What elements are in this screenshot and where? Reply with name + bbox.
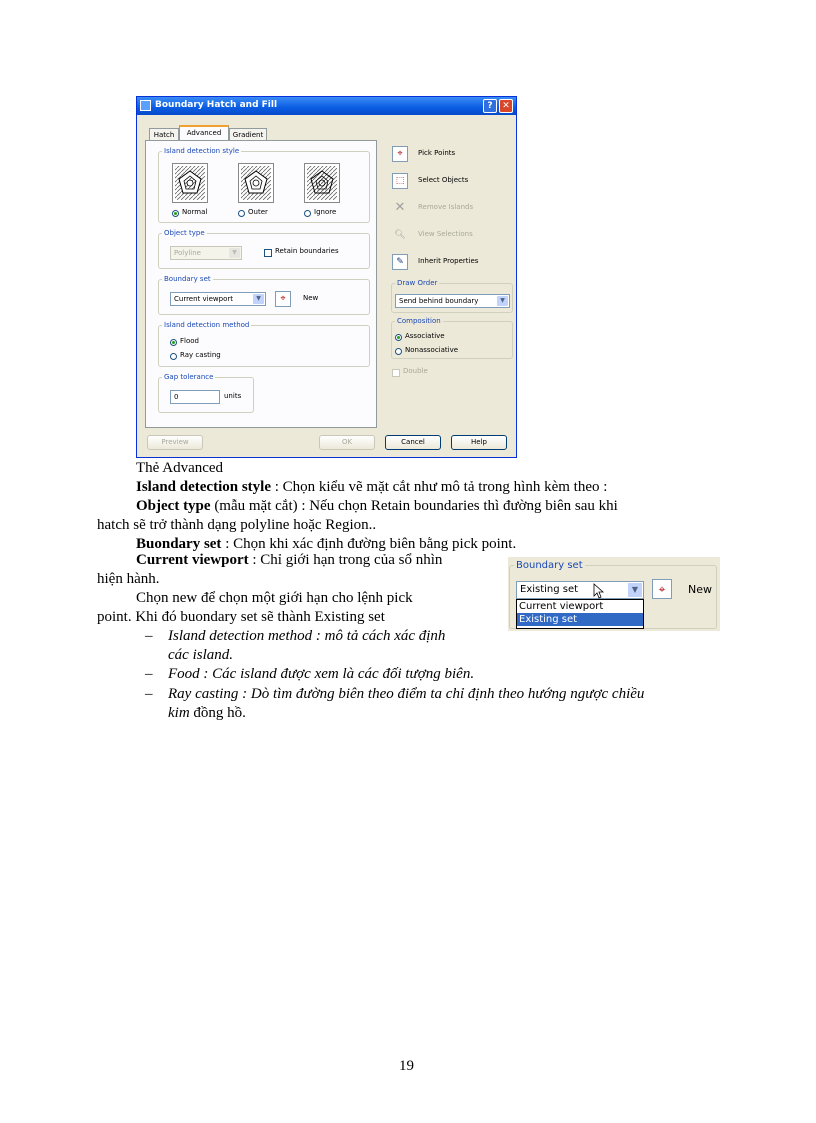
boundary-set-inset	[508, 557, 720, 631]
bullet-island-method-cont: các island.	[168, 647, 233, 663]
ignore-style-preview	[304, 163, 340, 203]
nonassociative-label: Nonassociative	[405, 346, 459, 354]
cursor-icon	[593, 583, 605, 599]
bullet-ray-casting-cont	[168, 704, 246, 723]
term: Object type	[136, 498, 211, 514]
dialog-title: Boundary Hatch and Fill	[155, 100, 278, 110]
flood-label: Flood	[180, 337, 199, 345]
retain-boundaries-checkbox[interactable]	[264, 249, 272, 257]
boundary-set-value: Current viewport	[174, 295, 233, 303]
tab-gradient[interactable]: Gradient	[229, 128, 267, 141]
normal-radio[interactable]	[172, 210, 179, 217]
help-title-button[interactable]: ?	[483, 99, 497, 113]
group-legend: Island detection method	[164, 321, 250, 329]
preview-button: Preview	[147, 435, 203, 450]
bullet-flood: Food : Các island được xem là các đối tượng biên.	[168, 666, 475, 682]
boundary-hatch-dialog	[136, 96, 517, 458]
remove-islands-button: Remove Islands	[418, 203, 474, 211]
group-legend: Gap tolerance	[164, 373, 214, 381]
ignore-radio[interactable]	[304, 210, 311, 217]
chevron-down-icon[interactable]: ▼	[253, 294, 264, 304]
outer-radio[interactable]	[238, 210, 245, 217]
object-type-value: Polyline	[174, 249, 201, 257]
chevron-down-icon: ▼	[229, 248, 240, 258]
ray-casting-label: Ray casting	[180, 351, 221, 359]
object-type-combo	[170, 246, 242, 260]
term: Current viewport	[136, 552, 249, 568]
list-item[interactable]: Existing set	[517, 613, 643, 626]
view-selections-button: View Selections	[418, 230, 473, 238]
ray-casting-radio[interactable]	[170, 353, 177, 360]
inset-boundary-combo[interactable]	[516, 581, 644, 599]
outer-label: Outer	[248, 208, 268, 216]
inherit-properties-button[interactable]: Inherit Properties	[418, 257, 479, 265]
term: Buondary set	[136, 536, 222, 552]
paragraph-object-type	[136, 497, 618, 516]
flood-radio[interactable]	[170, 339, 177, 346]
new-boundary-set-button[interactable]	[275, 291, 291, 307]
bullet-dash: –	[145, 628, 153, 644]
paragraph-new-cont: point. Khi đó buondary set sẽ thành Existing set	[97, 609, 385, 625]
select-objects-button[interactable]: Select Objects	[418, 176, 469, 184]
tab-advanced[interactable]: Advanced	[179, 125, 229, 141]
tab-hatch[interactable]: Hatch	[149, 128, 179, 141]
inset-combo-value: Existing set	[520, 584, 579, 595]
bullet-dash: –	[145, 686, 153, 702]
new-label: New	[303, 294, 319, 302]
inset-dropdown-list	[516, 599, 644, 629]
double-label: Double	[403, 367, 428, 375]
group-legend: Composition	[397, 317, 441, 325]
pick-icon: ⌖	[658, 582, 666, 596]
view-selections-icon: 🔍︎	[394, 230, 406, 240]
bullet-ray-casting: Ray casting : Dò tìm đường biên theo điểm ta chỉ định theo hướng ngược chiều	[168, 686, 645, 702]
chevron-down-icon[interactable]: ▼	[497, 296, 508, 306]
desc: : Chọn khi xác định đường biên bằng pick point.	[221, 536, 517, 552]
pick-icon: ⌖	[280, 294, 286, 304]
inherit-properties-icon[interactable]: ✎	[392, 254, 408, 270]
pick-points-icon[interactable]: ⌖	[392, 146, 408, 162]
draw-order-combo[interactable]	[395, 294, 510, 308]
group-legend: Draw Order	[397, 279, 438, 287]
desc: : Chỉ giới hạn trong của sổ nhìn	[248, 552, 443, 568]
close-icon[interactable]: ✕	[499, 99, 513, 113]
desc: (mẫu mặt cắt) : Nếu chọn Retain boundaries thì đường biên sau khi	[210, 498, 618, 514]
units-label: units	[224, 392, 242, 400]
paragraph-object-type-cont: hatch sẽ trở thành dạng polyline hoặc Region..	[97, 517, 377, 533]
retain-boundaries-label: Retain boundaries	[275, 247, 339, 255]
group-legend: Boundary set	[164, 275, 211, 283]
list-item[interactable]: Current viewport	[519, 601, 604, 612]
normal-style-preview	[172, 163, 208, 203]
nonassociative-radio[interactable]	[395, 348, 402, 355]
word: kim	[168, 705, 190, 721]
paragraph-current-viewport	[136, 551, 442, 570]
inset-pick-button[interactable]	[652, 579, 672, 599]
associative-label: Associative	[405, 332, 445, 340]
inset-new-label: New	[688, 583, 712, 596]
double-checkbox	[392, 369, 400, 377]
ok-button: OK	[319, 435, 375, 450]
paragraph-island-style	[136, 478, 607, 497]
paragraph-current-viewport-cont: hiện hành.	[97, 571, 160, 587]
ignore-label: Ignore	[314, 208, 337, 216]
remove-islands-icon: ✕	[394, 200, 406, 215]
paragraph-new: Chọn new để chọn một giới hạn cho lệnh pick	[136, 590, 413, 606]
chevron-down-icon[interactable]: ▼	[628, 583, 642, 597]
select-objects-icon[interactable]: ⬚	[392, 173, 408, 189]
boundary-set-combo[interactable]	[170, 292, 266, 306]
figure-caption: Thẻ Advanced	[136, 460, 224, 476]
bullet-dash: –	[145, 666, 153, 682]
term: Island detection style	[136, 479, 271, 495]
draw-order-value: Send behind boundary	[399, 297, 479, 305]
bullet-island-method: Island detection method : mô tả cách xác định	[168, 628, 446, 644]
desc: : Chọn kiểu vẽ mặt cắt như mô tả trong hình kèm theo :	[271, 479, 608, 495]
advanced-tab-panel	[145, 140, 377, 428]
app-icon	[140, 100, 151, 111]
dialog-titlebar[interactable]	[137, 97, 516, 115]
pick-points-button[interactable]: Pick Points	[418, 149, 456, 157]
gap-tolerance-input[interactable]: 0	[170, 390, 220, 404]
associative-radio[interactable]	[395, 334, 402, 341]
cancel-button[interactable]: Cancel	[385, 435, 441, 450]
page-number: 19	[399, 1058, 414, 1074]
word: đồng hồ.	[189, 705, 246, 721]
inset-legend: Boundary set	[516, 560, 583, 571]
group-legend: Island detection style	[164, 147, 240, 155]
group-legend: Object type	[164, 229, 205, 237]
help-button[interactable]: Help	[451, 435, 507, 450]
outer-style-preview	[238, 163, 274, 203]
normal-label: Normal	[182, 208, 208, 216]
